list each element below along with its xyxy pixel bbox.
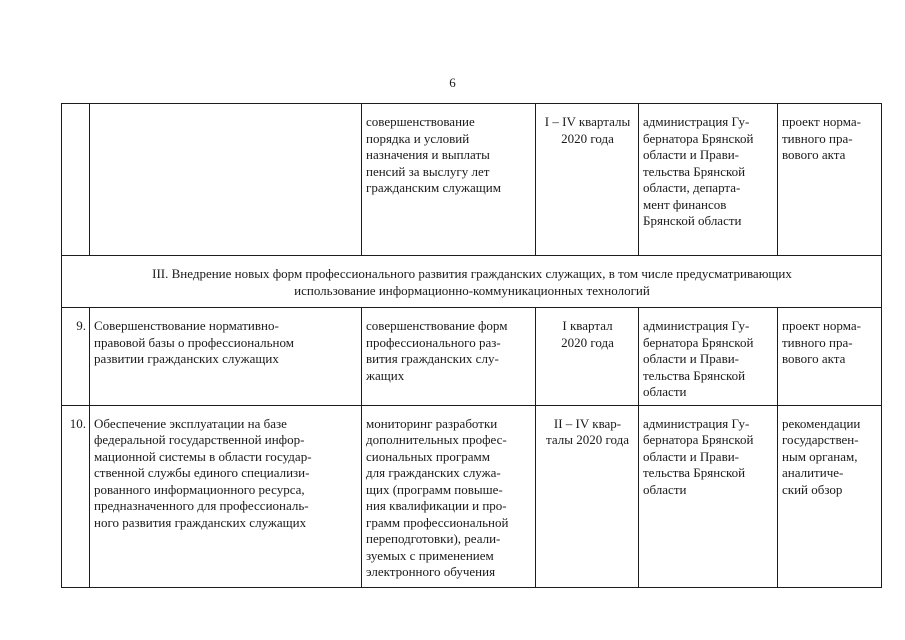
text-line: ский обзор <box>782 481 843 497</box>
text-line: зуемых с применением <box>366 547 494 563</box>
text-line: ственной службы единого специализи- <box>94 465 310 480</box>
text-line: рованного информационного ресурса, <box>94 481 305 497</box>
text-line: вового акта <box>782 147 846 162</box>
text-line: предназначенного для профессиональ- <box>94 498 309 513</box>
section-heading-row <box>62 256 882 308</box>
text-line: ного развития гражданских служащих <box>94 514 307 530</box>
cell-content <box>362 308 536 406</box>
text-line: тельства Брянской <box>643 465 746 480</box>
text-line: I – IV кварталы <box>544 114 631 129</box>
cell-period <box>536 308 639 406</box>
text-line: 2020 года <box>561 130 614 146</box>
text-line: вового акта <box>782 351 846 366</box>
text-line: Совершенствование нормативно- <box>94 318 279 333</box>
cell-number <box>62 104 90 256</box>
cell-content <box>362 405 536 587</box>
text-line: тивного пра- <box>782 130 853 146</box>
text-line: области, департа- <box>643 180 741 195</box>
text-line: области и Прави- <box>643 147 739 162</box>
text-line: области и Прави- <box>643 448 739 464</box>
cell-executor <box>639 405 778 587</box>
text-line: для гражданских служа- <box>366 465 501 480</box>
text-line: I квартал <box>562 318 613 333</box>
text-line: 2020 года <box>561 334 614 350</box>
text-line: проект норма- <box>782 318 861 333</box>
text-line: совершенствование <box>366 114 475 129</box>
cell-activity <box>90 104 362 256</box>
text-line: дополнительных профес- <box>366 432 507 447</box>
text-line: использование информационно-коммуникационных технологий <box>294 282 650 298</box>
text-line: тивного пра- <box>782 334 853 350</box>
text-line: гражданским служащим <box>366 180 501 195</box>
cell-period <box>536 405 639 587</box>
text-line: Брянской области <box>643 213 742 228</box>
text-line: развитии гражданских служащих <box>94 351 279 366</box>
text-line: пенсий за выслугу лет <box>366 163 490 179</box>
text-line: ным органам, <box>782 448 858 464</box>
text-line: III. Внедрение новых форм профессионального развития гражданских служащих, в том числе предусматривающих <box>152 266 792 281</box>
text-line: правовой базы о профессиональном <box>94 334 294 350</box>
text-line: совершенствование форм <box>366 318 508 333</box>
cell-period <box>536 104 639 256</box>
section-heading <box>62 256 882 308</box>
text-line: жащих <box>366 367 405 383</box>
text-line: вития гражданских слу- <box>366 351 499 366</box>
table-row-10 <box>62 405 882 587</box>
text-line: тельства Брянской <box>643 163 746 179</box>
cell-activity <box>90 405 362 587</box>
text-line: щих (программ повыше- <box>366 481 503 497</box>
text-line: аналитиче- <box>782 465 844 480</box>
cell-number: 10. <box>62 405 90 587</box>
text-line: мент финансов <box>643 196 727 212</box>
text-line: мониторинг разработки <box>366 415 498 431</box>
cell-number: 9. <box>62 308 90 406</box>
text-line: сиональных программ <box>366 448 490 464</box>
text-line: администрация Гу- <box>643 318 750 333</box>
text-line: бернатора Брянской <box>643 130 754 146</box>
cell-content <box>362 104 536 256</box>
cell-result <box>778 104 882 256</box>
cell-result <box>778 405 882 587</box>
text-line: электронного обучения <box>366 564 496 579</box>
text-line: бернатора Брянской <box>643 334 754 350</box>
cell-result <box>778 308 882 406</box>
cell-executor <box>639 308 778 406</box>
text-line: переподготовки), реали- <box>366 531 501 546</box>
text-line: области и Прави- <box>643 351 739 366</box>
table-row-9 <box>62 308 882 406</box>
text-line: Обеспечение эксплуатации на базе <box>94 415 287 431</box>
text-line: проект норма- <box>782 114 861 129</box>
text-line: государствен- <box>782 432 859 447</box>
text-line: области <box>643 481 687 497</box>
cell-executor <box>639 104 778 256</box>
text-line: области <box>643 384 687 399</box>
text-line: профессионального раз- <box>366 334 501 350</box>
text-line: федеральной государственной инфор- <box>94 432 305 447</box>
plan-table <box>61 103 882 588</box>
text-line: назначения и выплаты <box>366 147 490 162</box>
text-line: II – IV квар- <box>553 415 622 431</box>
text-line: грамм профессиональной <box>366 514 509 530</box>
text-line: мационной системы в области государ- <box>94 448 312 464</box>
text-line: рекомендации <box>782 415 861 431</box>
text-line: бернатора Брянской <box>643 432 754 447</box>
cell-activity <box>90 308 362 406</box>
page-number: 6 <box>449 75 456 90</box>
table-row-continuation <box>62 104 882 256</box>
text-line: талы 2020 года <box>546 432 629 447</box>
text-line: администрация Гу- <box>643 114 750 129</box>
text-line: администрация Гу- <box>643 415 750 431</box>
text-line: порядка и условий <box>366 130 470 146</box>
text-line: тельства Брянской <box>643 367 746 383</box>
text-line: ния квалификации и про- <box>366 498 507 513</box>
